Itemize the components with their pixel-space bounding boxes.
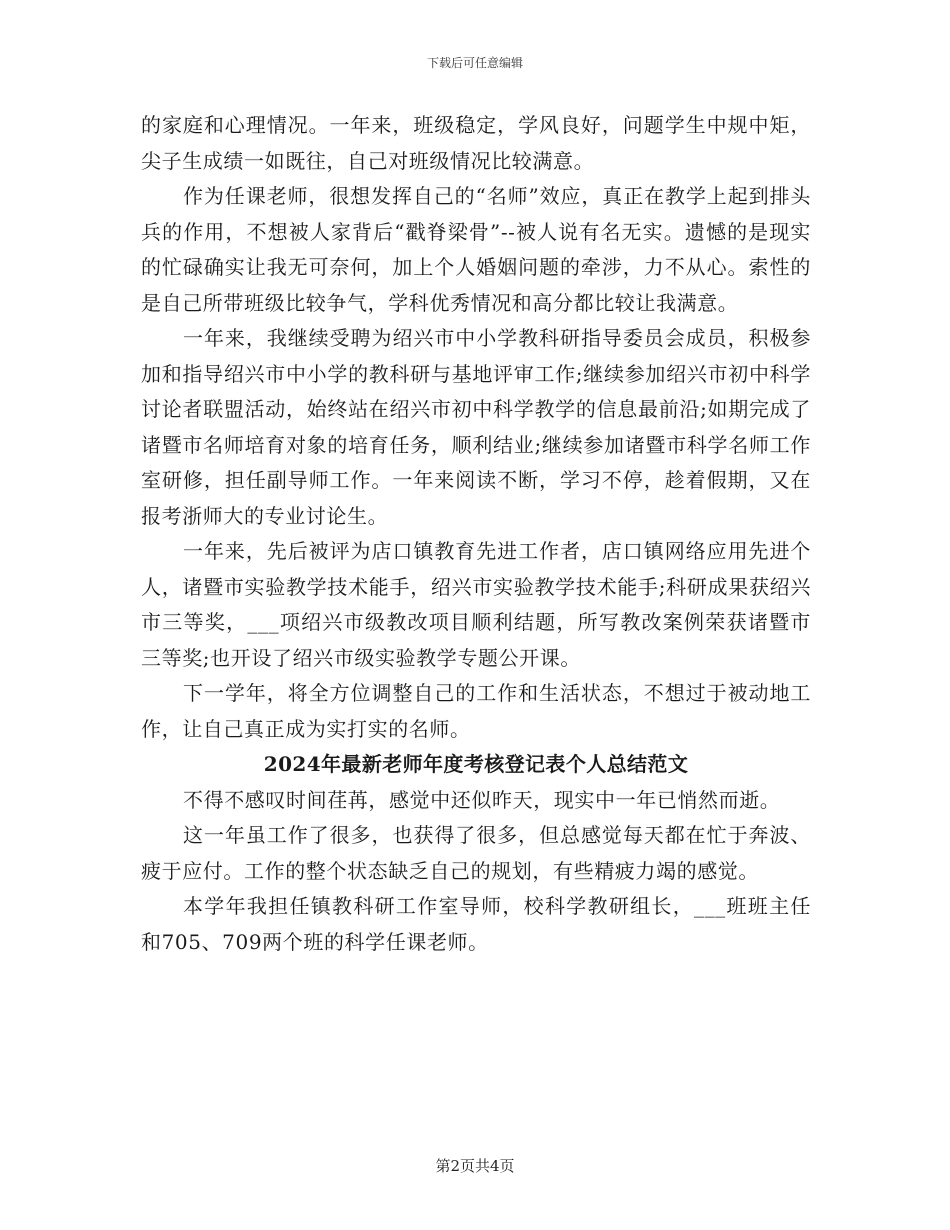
paragraph-3: 一年来，我继续受聘为绍兴市中小学教科研指导委员会成员，积极参加和指导绍兴市中小学的教科研与基地评审工作;继续参加绍兴市初中科学讨论者联盟活动，始终站在绍兴市初中科学教学的信息最前沿;如期完成了诸暨市名师培育对象的培育任务，顺利结业;继续参加诸暨市科学名师工作室研修，担任副导师工作。一年来阅读不断，学习不停，趁着假期，又在报考浙师大的专业讨论生。 bbox=[141, 326, 811, 528]
header-note: 下载后可任意编辑 bbox=[426, 56, 523, 70]
paragraph-2: 作为任课老师，很想发挥自己的“名师”效应，真正在教学上起到排头兵的作用，不想被人家背后“戳脊梁骨”--被人说有名无实。遗憾的是现实的忙碌确实让我无可奈何，加上个人婚姻问题的牵涉，力不从心。索性的是自己所带班级比较争气，学科优秀情况和高分都比较让我满意。 bbox=[141, 184, 811, 315]
paragraph-6: 不得不感叹时间荏苒，感觉中还似昨天，现实中一年已悄然而逝。 bbox=[183, 787, 781, 812]
paragraph-8: 本学年我担任镇教科研工作室导师，校科学教研组长，___班班主任和705、709两个班的科学任课老师。 bbox=[141, 894, 811, 954]
paragraph-7: 这一年虽工作了很多，也获得了很多，但总感觉每天都在忙于奔波、疲于应付。工作的整个状态缺乏自己的规划，有些精疲力竭的感觉。 bbox=[141, 823, 811, 883]
section-title: 2024年最新老师年度考核登记表个人总结范文 bbox=[263, 752, 689, 776]
paragraph-4: 一年来，先后被评为店口镇教育先进工作者，店口镇网络应用先进个人，诸暨市实验教学技术能手，绍兴市实验教学技术能手;科研成果获绍兴市三等奖，___项绍兴市级教改项目顺利结题，所写教改案例荣获诸暨市三等奖;也开设了绍兴市级实验教学专题公开课。 bbox=[141, 539, 811, 670]
document-body bbox=[141, 108, 811, 960]
page-footer: 第2页共4页 bbox=[435, 1157, 515, 1175]
paragraph-5: 下一学年，将全方位调整自己的工作和生活状态，不想过于被动地工作，让自己真正成为实打实的名师。 bbox=[141, 681, 811, 741]
paragraph-1: 的家庭和心理情况。一年来，班级稳定，学风良好，问题学生中规中矩，尖子生成绩一如既往，自己对班级情况比较满意。 bbox=[141, 113, 811, 173]
